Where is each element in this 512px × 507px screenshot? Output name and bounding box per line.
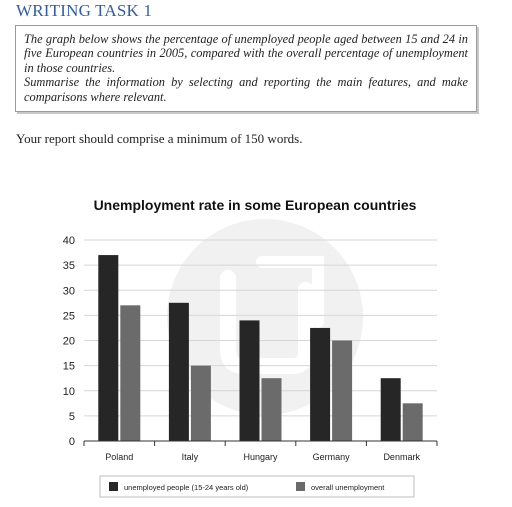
bar-overall-unemployment [120, 305, 140, 441]
x-tick-label: Germany [312, 452, 350, 462]
legend-swatch-youth [109, 482, 118, 491]
y-tick-label: 20 [62, 335, 75, 348]
bar-youth-unemployment [169, 303, 189, 441]
legend-swatch-overall [296, 482, 305, 491]
bar-overall-unemployment [403, 403, 423, 441]
task-heading: WRITING TASK 1 [16, 1, 153, 20]
bar-youth-unemployment [310, 328, 330, 441]
legend-label-youth: unemployed people (15-24 years old) [124, 483, 249, 492]
y-tick-label: 30 [62, 285, 75, 298]
chart-title: Unemployment rate in some European countries [93, 197, 417, 213]
y-tick-label: 0 [68, 436, 75, 448]
legend-label-overall: overall unemployment [311, 483, 385, 492]
bar-youth-unemployment [381, 378, 401, 441]
prompt-paragraph: The graph below shows the percentage of unemployed people aged between 15 and 24 in five European countries in 2005, compared with the overall percentage of unemployment in those countries. [24, 32, 468, 75]
y-tick-label: 5 [68, 410, 75, 423]
x-axis [84, 441, 437, 462]
x-tick-label: Italy [181, 452, 199, 462]
x-tick-label: Denmark [383, 452, 420, 462]
bar-overall-unemployment [262, 378, 282, 441]
y-tick-label: 25 [62, 310, 75, 323]
x-tick-label: Poland [105, 452, 134, 462]
prompt-instruction: Summarise the information by selecting and reporting the main features, and make comparisons where relevant. [24, 75, 468, 104]
y-tick-label: 40 [62, 235, 75, 247]
x-tick-label: Hungary [243, 452, 278, 462]
y-tick-label: 10 [62, 385, 75, 398]
y-axis [63, 235, 75, 448]
bar-overall-unemployment [191, 366, 211, 441]
bar-youth-unemployment [240, 320, 260, 441]
y-tick-label: 15 [62, 360, 75, 373]
bar-overall-unemployment [332, 341, 352, 442]
y-tick-label: 35 [62, 260, 75, 273]
word-count-note: Your report should comprise a minimum of 150 words. [16, 131, 303, 146]
legend [100, 476, 414, 497]
bar-youth-unemployment [98, 255, 118, 441]
